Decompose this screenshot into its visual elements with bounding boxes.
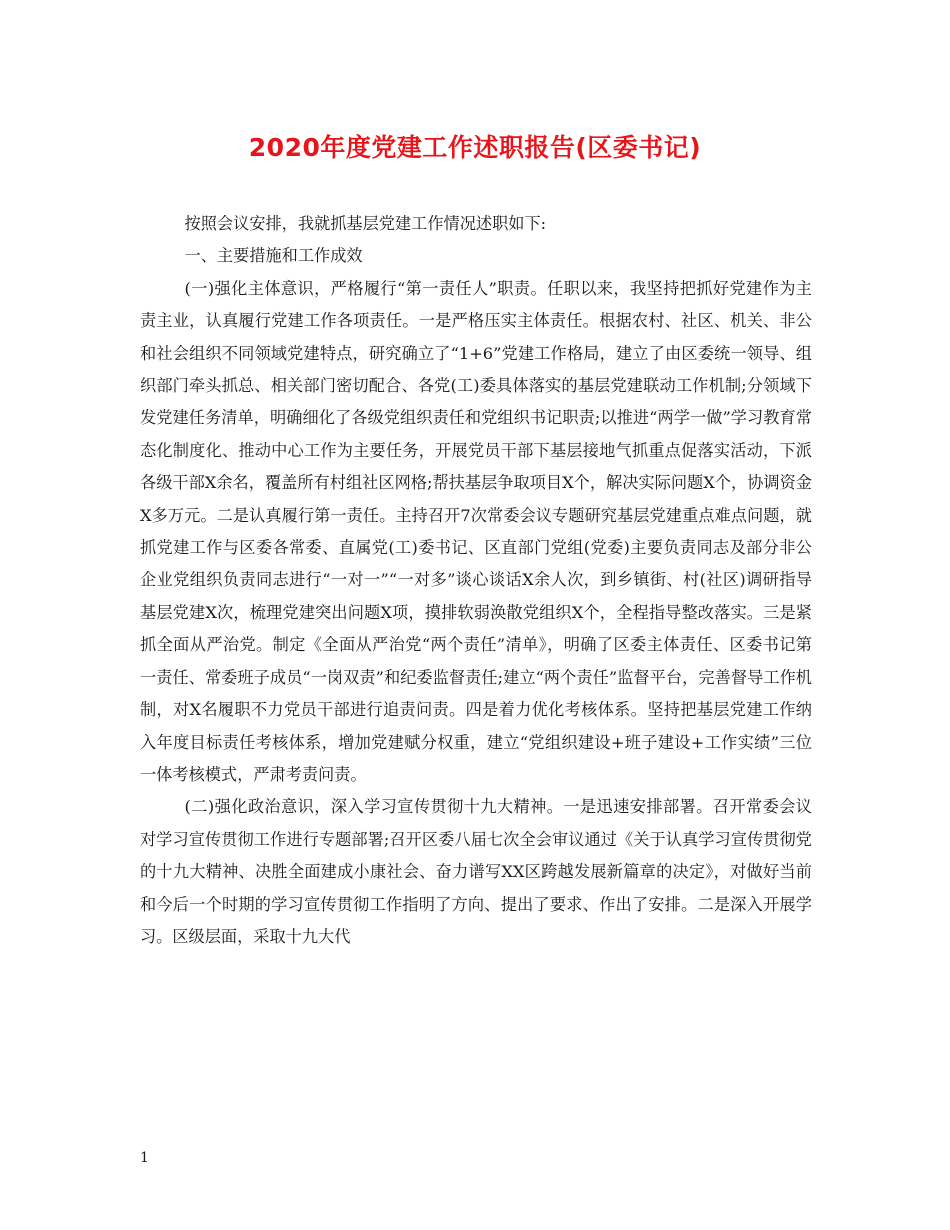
page-number: 1 xyxy=(140,1150,149,1166)
document-title: 2020年度党建工作述职报告(区委书记) xyxy=(248,133,702,162)
document-body xyxy=(140,208,812,953)
paragraph-section-2: (二)强化政治意识，深入学习宣传贯彻十九大精神。一是迅速安排部署。召开常委会议对学习宣传贯彻工作进行专题部署;召开区委八届七次全会审议通过《关于认真学习宣传贯彻党的十九大精神、决胜全面建成小康社会、奋力谱写XX区跨越发展新篇章的决定》，对做好当前和今后一个时期的学习宣传贯彻工作指明了方向、提出了要求、作出了安排。二是深入开展学习。区级层面，采取十九大代 xyxy=(140,797,812,946)
paragraph-intro: 按照会议安排，我就抓基层党建工作情况述职如下: xyxy=(184,214,547,233)
section-heading: 一、主要措施和工作成效 xyxy=(184,246,363,266)
paragraph-section-1: (一)强化主体意识，严格履行“第一责任人”职责。任职以来，我坚持把抓好党建作为主责主业，认真履行党建工作各项责任。一是严格压实主体责任。根据农村、社区、机关、非公和社会组织不同领域党建特点，研究确立了“1+6”党建工作格局，建立了由区委统一领导、组织部门牵头抓总、相关部门密切配合、各党(工)委具体落实的基层党建联动工作机制;分领域下发党建任务清单，明确细化了各级党组织责任和党组织书记职责;以推进“两学一做”学习教育常态化制度化、推动中心工作为主要任务，开展党员干部下基层接地气抓重点促落实活动，下派各级干部X余名，覆盖所有村组社区网格;帮扶基层争取项目X个，解决实际问题X个，协调资金X多万元。二是认真履行第一责任。主持召开7次常委会议专题研究基层党建重点难点问题，就抓党建工作与区委各常委、直属党(工)委书记、区直部门党组(党委)主要负责同志及部分非公企业党组织负责同志进行“一对一”“一对多”谈心谈话X余人次，到乡镇街、村(社区)调研指导基层党建X次，梳理党建突出问题X项，摸排软弱涣散党组织X个，全程指导整改落实。三是紧抓全面从严治党。制定《全面从严治党“两个责任”清单》，明确了区委主体责任、区委书记第一责任、常委班子成员“一岗双责”和纪委监督责任;建立“两个责任”监督平台，完善督导工作机制，对X名履职不力党员干部进行追责问责。四是着力优化考核体系。坚持把基层党建工作纳入年度目标责任考核体系，增加党建赋分权重，建立“党组织建设+班子建设+工作实绩”三位一体考核模式，严肃考责问责。 xyxy=(140,278,812,784)
